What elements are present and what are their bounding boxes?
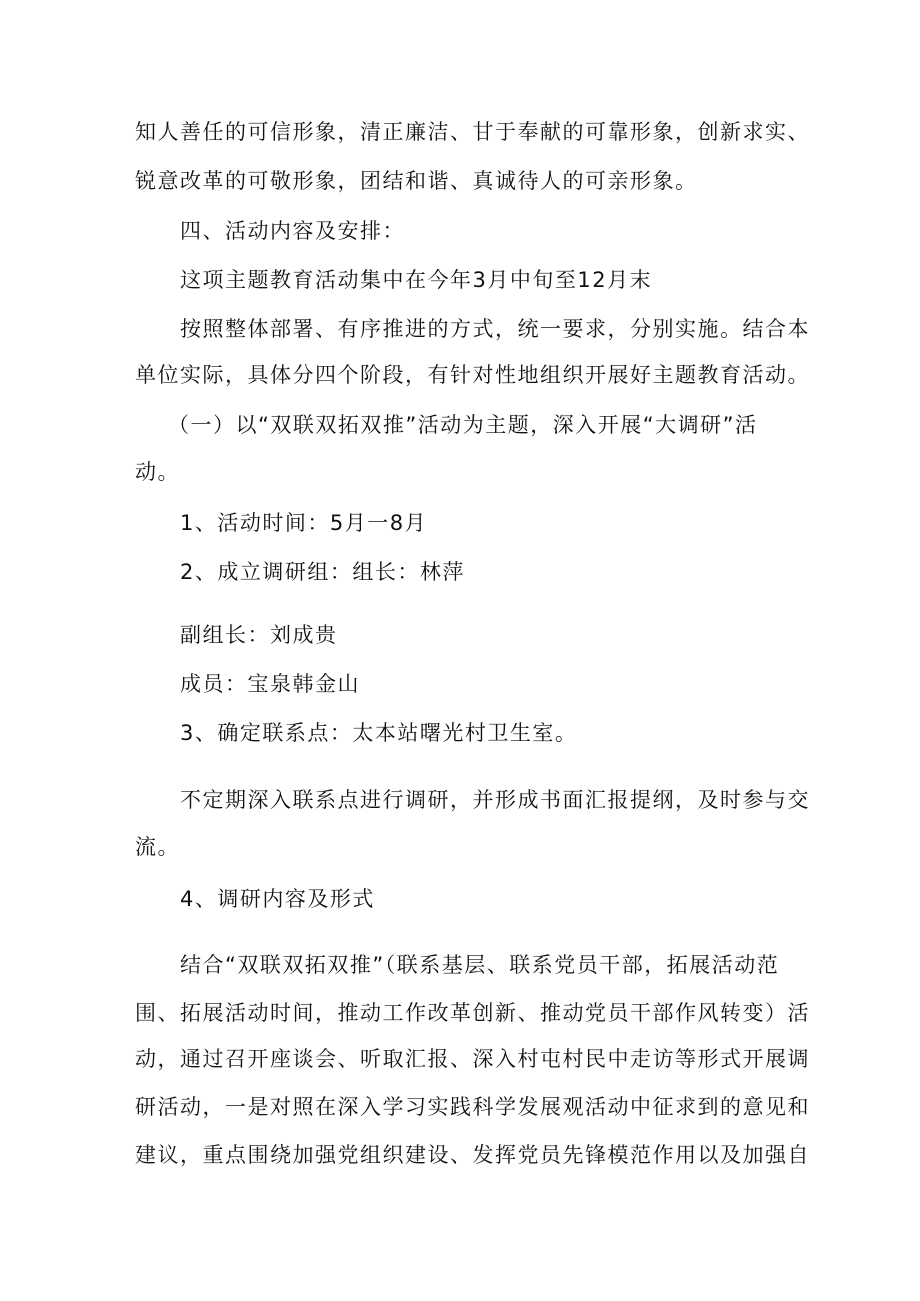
paragraph-line: 这项主题教育活动集中在今年3月中旬至12月末 (180, 268, 653, 292)
paragraph-line: 知人善任的可信形象，清正廉洁、甘于奉献的可靠形象，创新求实、 (135, 120, 810, 144)
paragraph-line: 锐意改革的可敬形象，团结和谐、真诚待人的可亲形象。 (135, 169, 698, 193)
paragraph-line: 动。 (135, 460, 180, 484)
paragraph-line: 建议，重点围绕加强党组织建设、发挥党员先锋模范作用以及加强自 (135, 1143, 810, 1167)
list-item: 4、调研内容及形式 (180, 887, 375, 911)
paragraph-line: 流。 (135, 835, 180, 859)
list-item: 1、活动时间：5月一8月 (180, 511, 428, 535)
paragraph-line: 动，通过召开座谈会、听取汇报、深入村屯村民中走访等形式开展调 (135, 1047, 810, 1071)
paragraph-line: 按照整体部署、有序推进的方式，统一要求，分别实施。结合本 (180, 317, 810, 341)
paragraph-line: 研活动，一是对照在深入学习实践科学发展观活动中征求到的意见和 (135, 1095, 810, 1119)
section-heading: 四、活动内容及安排： (180, 219, 405, 243)
list-item: 副组长：刘成贵 (180, 623, 338, 647)
list-item: 2、成立调研组：组长：林萍 (180, 560, 465, 584)
paragraph-line: 不定期深入联系点进行调研，并形成书面汇报提纲，及时参与交 (180, 788, 810, 812)
subsection-heading: （一）以“双联双拓双推”活动为主题，深入开展“大调研”活 (168, 413, 758, 437)
paragraph-line: 结合“双联双拓双推”（联系基层、联系党员干部，拓展活动范 (180, 953, 780, 977)
list-item: 3、确定联系点：太本站曙光村卫生室。 (180, 721, 578, 745)
paragraph-line: 单位实际，具体分四个阶段，有针对性地组织开展好主题教育活动。 (135, 363, 810, 387)
paragraph-line: 围、拓展活动时间，推动工作改革创新、推动党员干部作风转变）活 (135, 1001, 810, 1025)
list-item: 成员：宝泉韩金山 (180, 672, 360, 696)
